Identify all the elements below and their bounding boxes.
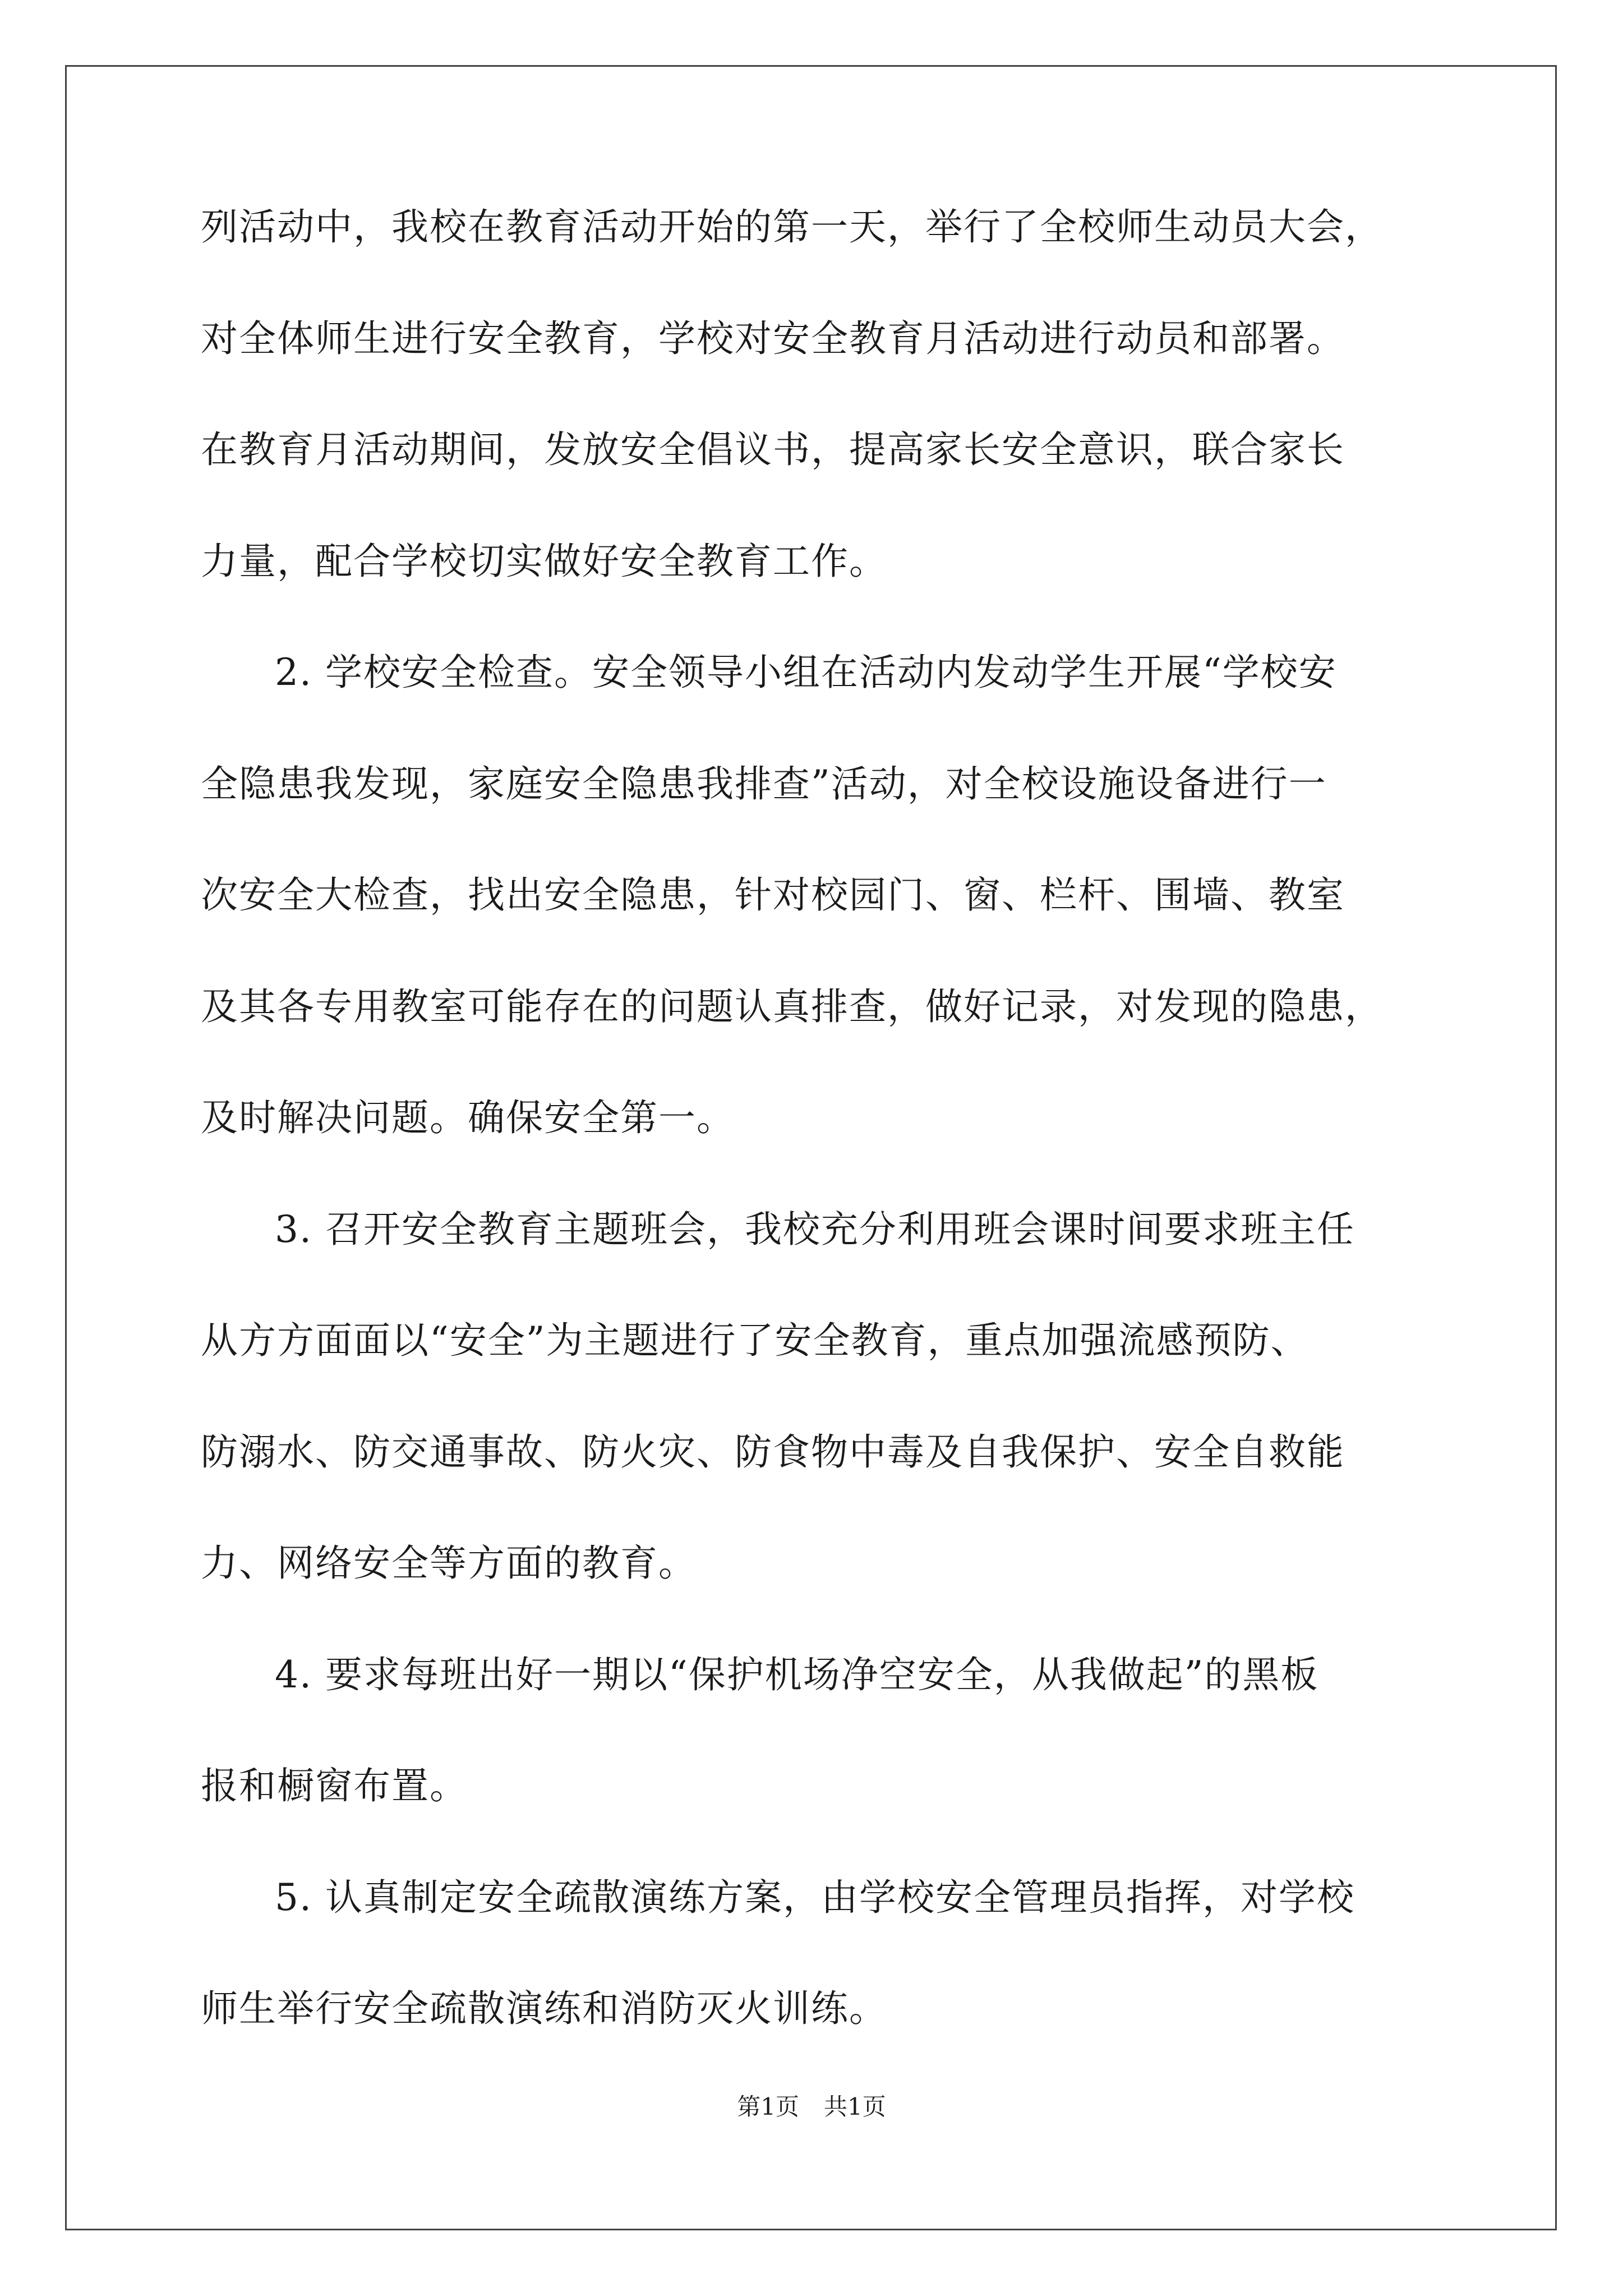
page-footer [0, 2092, 1623, 2122]
paragraph-start-line: 3. 召开安全教育主题班会，我校充分利用班会课时间要求班主任 [275, 1207, 1355, 1251]
text-line: 力、网络安全等方面的教育。 [201, 1542, 697, 1585]
text-line: 从方方面面以“安全”为主题进行了安全教育，重点加强流感预防、 [201, 1319, 1309, 1362]
text-line: 对全体师生进行安全教育，学校对安全教育月活动进行动员和部署。 [201, 316, 1345, 360]
paragraph-start-line: 4. 要求每班出好一期以“保护机场净空安全，从我做起”的黑板 [275, 1653, 1319, 1696]
document-body [201, 206, 1423, 2100]
paragraph-start-line: 2. 学校安全检查。安全领导小组在活动内发动学生开展“学校安 [275, 651, 1337, 694]
text-line: 防溺水、防交通事故、防火灾、防食物中毒及自我保护、安全自救能 [201, 1430, 1345, 1474]
page-number: 第1页 [737, 2093, 799, 2120]
text-line: 次安全大检查，找出安全隐患，针对校园门、窗、栏杆、围墙、教室 [201, 873, 1345, 917]
text-line: 报和橱窗布置。 [201, 1764, 468, 1807]
text-line: 力量，配合学校切实做好安全教育工作。 [201, 539, 887, 583]
text-line: 师生举行安全疏散演练和消防灭火训练。 [201, 1987, 887, 2030]
page-total: 共1页 [824, 2093, 886, 2120]
text-line: 及其各专用教室可能存在的问题认真排查，做好记录，对发现的隐患， [201, 984, 1383, 1028]
text-line: 列活动中，我校在教育活动开始的第一天，举行了全校师生动员大会， [201, 205, 1383, 249]
text-line: 及时解决问题。确保安全第一。 [201, 1096, 735, 1139]
text-line: 全隐患我发现，家庭安全隐患我排查”活动，对全校设施设备进行一 [201, 762, 1327, 806]
paragraph-start-line: 5. 认真制定安全疏散演练方案，由学校安全管理员指挥，对学校 [275, 1875, 1355, 1919]
text-line: 在教育月活动期间，发放安全倡议书，提高家长安全意识，联合家长 [201, 428, 1345, 471]
